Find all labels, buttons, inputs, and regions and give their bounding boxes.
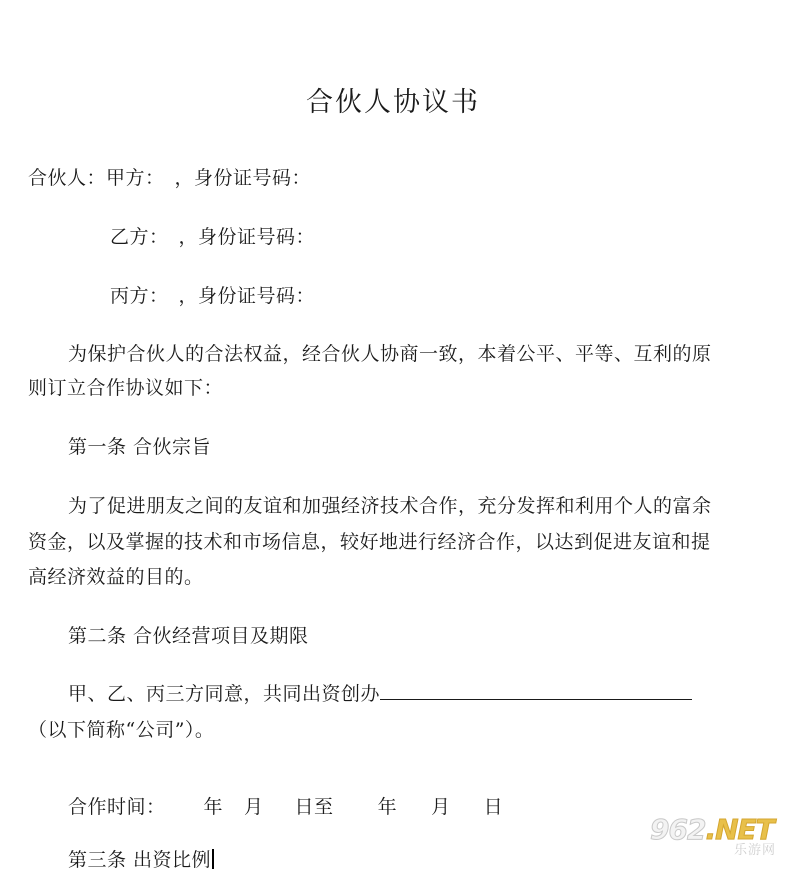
article-2-heading: 第二条 合伙经营项目及期限 (68, 625, 309, 647)
watermark-logo (650, 815, 774, 845)
end-month-label: 月 (431, 796, 451, 818)
article-3-heading-text: 第三条 出资比例 (68, 849, 212, 871)
watermark-brand: 962 (650, 813, 706, 846)
cooperation-time-label: 合作时间： (68, 796, 166, 818)
article-1-line-1: 为了促进朋友之间的友谊和加强经济技术合作，充分发挥和利用个人的富余 (68, 495, 712, 517)
site-watermark (650, 815, 780, 859)
company-name-blank[interactable] (380, 682, 692, 700)
article-1-heading: 第一条 合伙宗旨 (68, 436, 212, 458)
preamble-line-1: 为保护合伙人的合法权益，经合伙人协商一致，本着公平、平等、互利的原 (68, 343, 712, 365)
watermark-subtitle: 乐游网 (733, 843, 776, 858)
party-c-id-label: ，身份证号码： (178, 285, 316, 307)
article-2-line-1 (68, 682, 692, 706)
party-a-id-label: ，身份证号码： (174, 167, 312, 189)
start-year-label: 年 (203, 796, 224, 818)
article-2-line-2: （以下简称“公司”）。 (28, 719, 215, 741)
party-c-label: 丙方： (110, 285, 169, 307)
article-2-text: 甲、乙、丙三方同意，共同出资创办 (68, 683, 381, 705)
party-b-label: 乙方： (110, 226, 169, 248)
end-day-label: 日 (483, 796, 504, 818)
partners-label: 合伙人： (28, 167, 107, 189)
party-a-line (28, 166, 311, 190)
article-1-line-2: 资金，以及掌握的技术和市场信息，较好地进行经济合作，以达到促进友谊和提 (28, 531, 711, 553)
article-1-line-3: 高经济效益的目的。 (28, 566, 204, 588)
party-c-line (110, 284, 315, 308)
party-b-line (110, 225, 315, 249)
cooperation-time-line (68, 795, 503, 819)
party-b-id-label: ，身份证号码： (178, 226, 316, 248)
watermark-suffix: .NET (705, 813, 774, 846)
document-title: 合伙人协议书 (306, 87, 480, 118)
end-year-label: 年 (377, 796, 398, 818)
party-a-label: 甲方： (106, 167, 165, 189)
preamble-line-2: 则订立合作协议如下： (28, 377, 224, 399)
start-day-label: 日至 (294, 796, 334, 818)
article-3-heading (68, 848, 214, 872)
start-month-label: 月 (244, 796, 264, 818)
text-cursor (212, 849, 214, 869)
